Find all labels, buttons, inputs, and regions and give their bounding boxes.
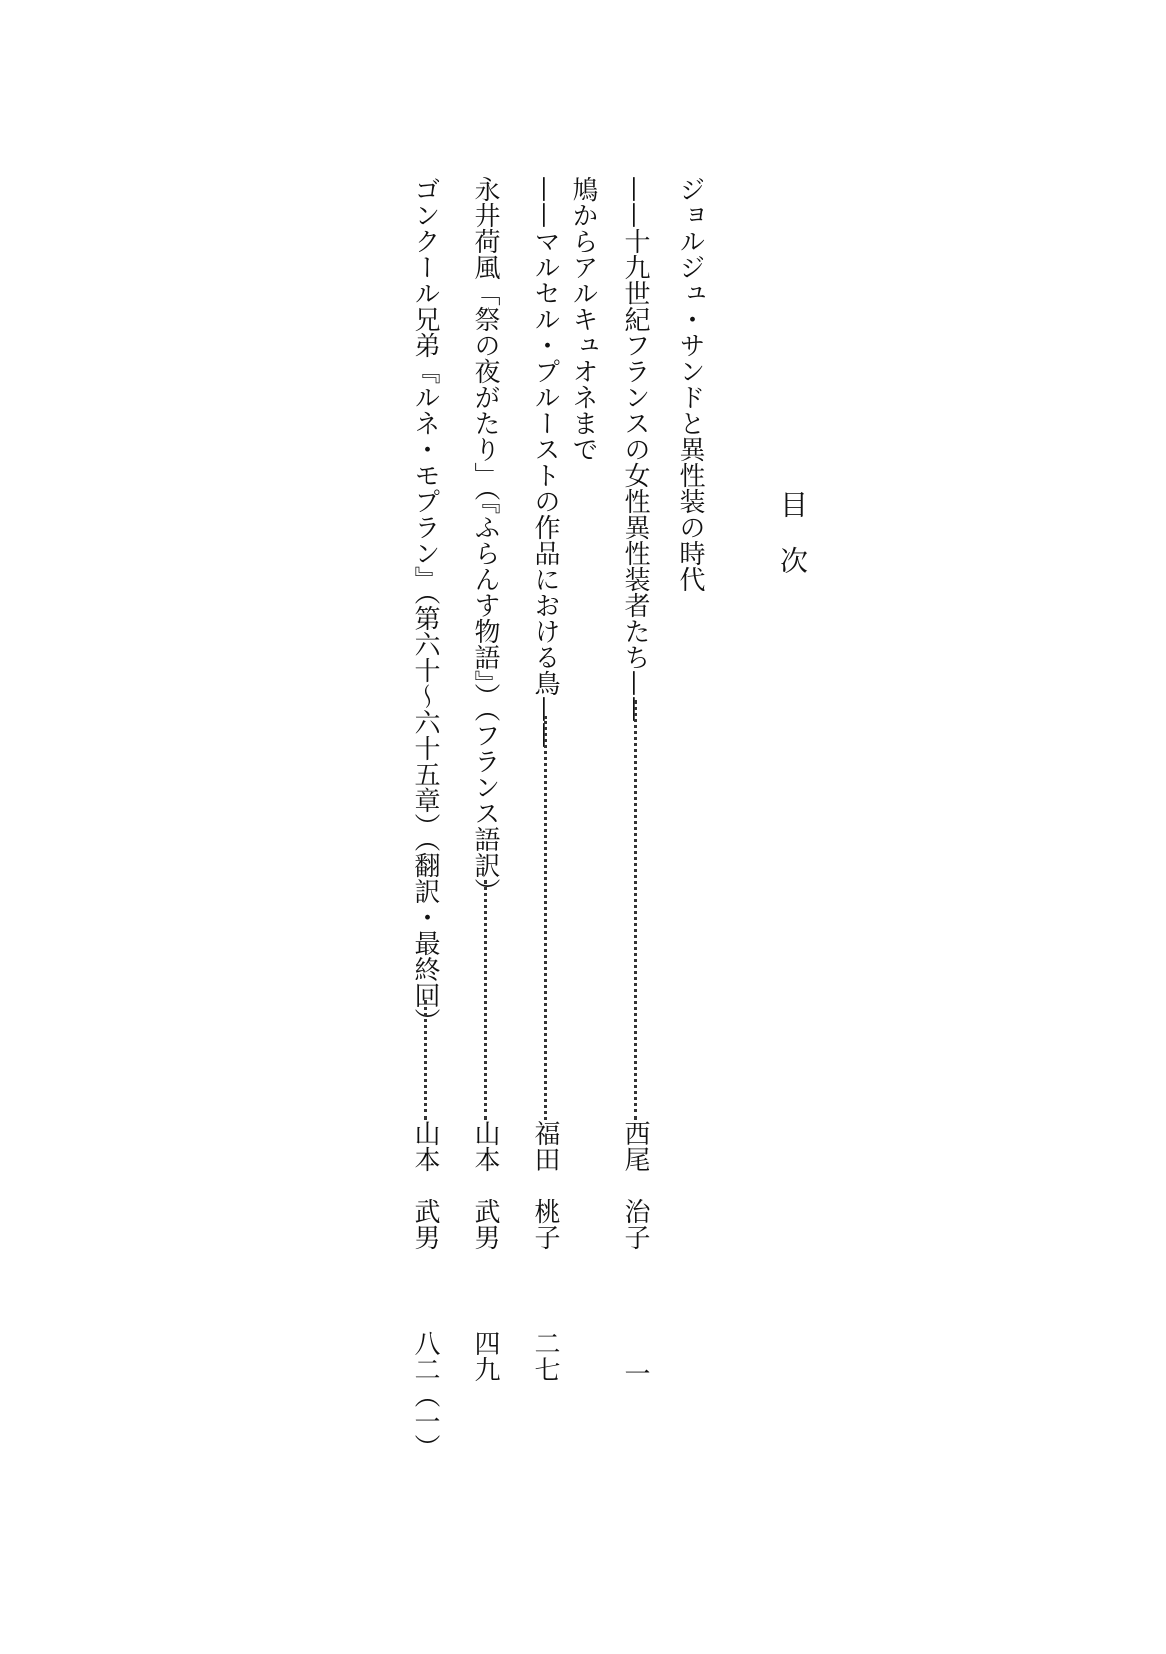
toc-entry-4-leader bbox=[424, 1000, 427, 1120]
toc-entry-2-title: 鳩からアルキュオネまで bbox=[568, 176, 598, 462]
toc-entry-4-page: 八二（一） bbox=[410, 1330, 440, 1460]
toc-entry-3-page: 四九 bbox=[470, 1330, 500, 1382]
toc-entry-3-leader bbox=[484, 880, 487, 1120]
toc-entry-3-author: 山本 武男 bbox=[470, 1120, 500, 1250]
toc-entry-4-author: 山本 武男 bbox=[410, 1120, 440, 1250]
toc-entry-4-title: ゴンクール兄弟『ルネ・モプラン』（第六十〜六十五章）（翻訳・最終回） bbox=[410, 176, 440, 1034]
toc-entry-2-author: 福田 桃子 bbox=[530, 1120, 560, 1250]
toc-entry-1-subtitle: ——十九世紀フランスの女性異性装者たち—— bbox=[620, 176, 650, 722]
toc-entry-2-page: 二七 bbox=[530, 1330, 560, 1382]
toc-entry-2-leader bbox=[544, 716, 547, 1120]
toc-entry-1-page: 一 bbox=[620, 1360, 650, 1386]
toc-entry-3-title: 永井荷風「祭の夜がたり」（『ふらんす物語』）（フランス語訳） bbox=[470, 176, 500, 904]
page-title: 目 次 bbox=[776, 490, 809, 574]
toc-entry-1-leader bbox=[634, 700, 637, 1120]
toc-entry-2-subtitle: ——マルセル・プルーストの作品における鳥—— bbox=[530, 176, 560, 748]
toc-entry-1-author: 西尾 治子 bbox=[620, 1120, 650, 1250]
toc-entry-1-title: ジョルジュ・サンドと異性装の時代 bbox=[675, 176, 705, 592]
